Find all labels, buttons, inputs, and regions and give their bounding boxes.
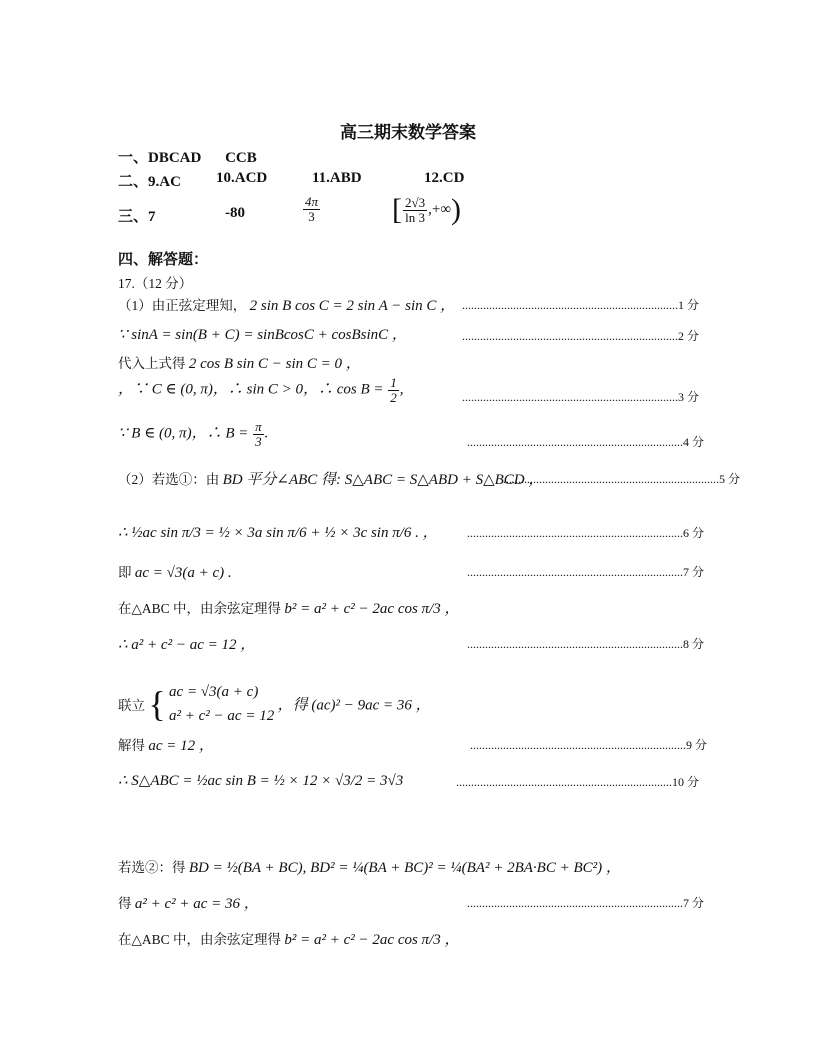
q17-line6: （2）若选①：由 BD 平分∠ABC 得: S△ABC = S△ABD + S△BCD ， — [118, 472, 544, 488]
q17-line14: 若选②：得 BD = ½(BA + BC), BD² = ¼(BA + BC)² = ¼(BA² + 2BA·BC + BC²) ， — [118, 860, 621, 876]
score-6: ........................................................................6 分 — [467, 526, 705, 540]
q17-line13: ∴ S△ABC = ½ac sin B = ½ × 12 × √3/2 = 3√3 — [118, 773, 404, 789]
score-7: ........................................................................7 分 — [467, 565, 705, 579]
page-title: 高三期末数学答案 — [340, 123, 476, 143]
score-10: ........................................................................10 分 — [456, 775, 700, 789]
answer-14: -80 — [225, 205, 245, 221]
q17-line10: ∴ a² + c² − ac = 12 ， — [118, 637, 256, 653]
score-1: ........................................................................1 分 — [462, 298, 700, 312]
section3-label: 三、7 — [118, 209, 156, 225]
section2-answers: 二、9.AC 10.ACD 11.ABD 12.CD — [118, 170, 465, 190]
section1-answers: 一、DBCAD CCB — [118, 150, 257, 166]
q17-line11: 联立 { ac = √3(a + c) a² + c² − ac = 12 ，得 (ac)² − 9ac = 36 ， — [118, 684, 431, 724]
q17-line4: ，∵ C ∈ (0, π)，∴ sin C > 0，∴ cos B = $\frac{1}{2}$ , — [118, 375, 404, 405]
left-brace-icon: { — [148, 684, 166, 724]
score-8: ........................................................................8 分 — [467, 637, 705, 651]
score-3: ........................................................................3 分 — [462, 390, 700, 404]
q17-line2: ∵ sinA = sin(B + C) = sinBcosC + cosBsinC ， — [118, 327, 407, 343]
q17-line12: 解得 ac = 12 ， — [118, 738, 214, 754]
score-4: ........................................................................4 分 — [467, 435, 705, 449]
q17-line1: （1）由正弦定理知， 2 sin B cos C = 2 sin A − sin C ， — [118, 298, 456, 314]
q17-line15: 得 a² + c² + ac = 36 ， — [118, 896, 259, 912]
q17-line7: ∴ ½ac sin π/3 = ½ × 3a sin π/6 + ½ × 3c sin π/6 . ， — [118, 525, 438, 541]
score-5: ........................................................................5 分 — [503, 472, 741, 486]
q17-line9: 在△ABC 中，由余弦定理得 b² = a² + c² − 2ac cos π/3 ， — [118, 601, 460, 617]
q17-line16: 在△ABC 中，由余弦定理得 b² = a² + c² − 2ac cos π/3 ， — [118, 932, 460, 948]
q17-header: 17.（12 分） — [118, 276, 193, 291]
q17-line3: 代入上式得 2 cos B sin C − sin C = 0 ， — [118, 356, 361, 372]
answer-16: [ $\frac{2√3}{\ln 3}$ ,+∞) — [392, 193, 462, 226]
score-9: ........................................................................9 分 — [470, 738, 708, 752]
score-2: ........................................................................2 分 — [462, 329, 700, 343]
q17-line8: 即 ac = √3(a + c) . — [118, 565, 232, 581]
score-7b: ........................................................................7 分 — [467, 896, 705, 910]
q17-line5: ∵ B ∈ (0, π)，∴ B = $\frac{\pi}{3}$ . — [118, 419, 269, 449]
section4-label: 四、解答题： — [118, 252, 209, 268]
answer-15: $\frac{4\pi}{3}$ — [305, 194, 319, 224]
